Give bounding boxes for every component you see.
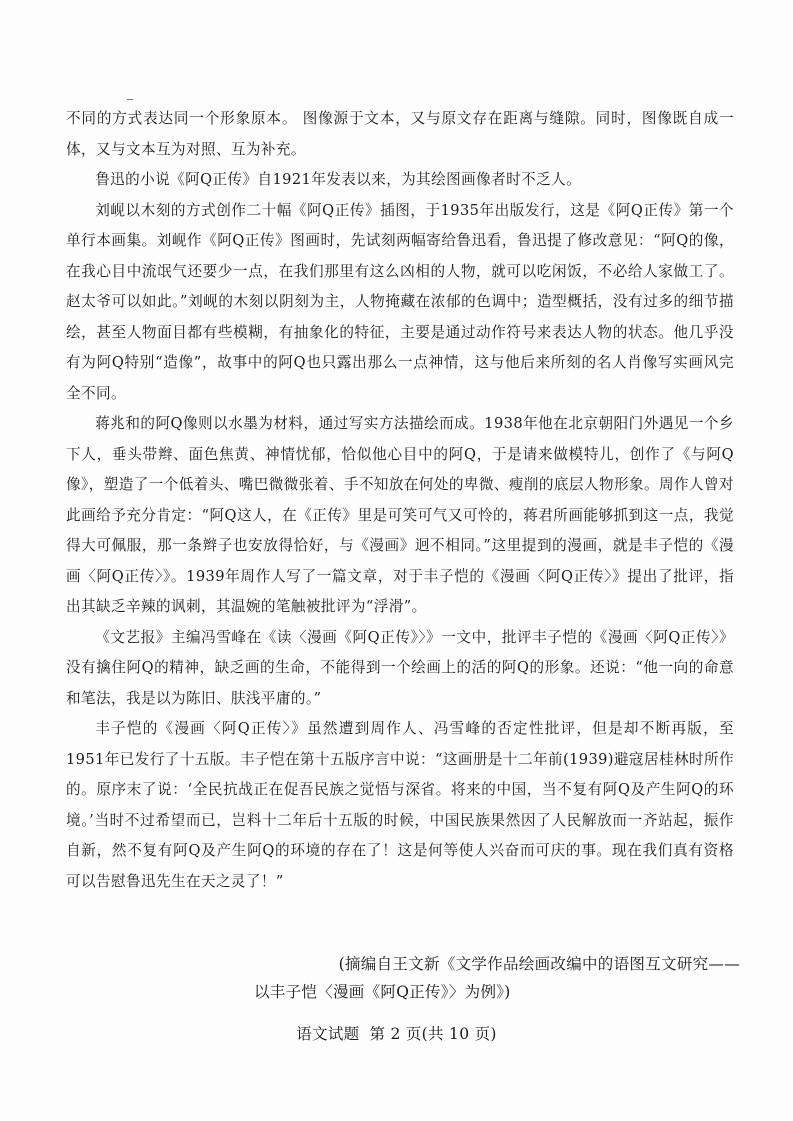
paragraph-feng-zikai: 丰子恺的《漫画〈阿Q正传〉》虽然遭到周作人、冯雪峰的否定性批评，但是却不断再版，至1951年已发行了十五版。丰子恺在第十五版序言中说：“这画册是十二年前(1939)避寇居桂林时所作的。原序末了说：‘全民抗战正在促吾民族之觉悟与深省。将来的中国，当不复有阿Q及产生阿Q的环境。’当时不过希望而已，岂料十二年后十五版的时候，中国民族果然因了人民解放而一齐站起，振作自新，然不复有阿Q及产生阿Q的环境的存在了！这是何等使人兴奋而可庆的事。现在我们真有资格可以告慰鲁迅先生在天之灵了！”	[66, 720, 734, 890]
paragraph-liu-xian: 刘岘以木刻的方式创作二十幅《阿Q正传》插图，于1935年出版发行，这是《阿Q正传》第一个单行本画集。刘岘作《阿Q正传》图画时，先试刻两幅寄给鲁迅看，鲁迅提了修改意见：“阿Q的像，在我心目中流氓气还要少一点，在我们那里有这么凶相的人物，就可以吃闲饭，不必给人家做工了。赵太爷可以如此。”刘岘的木刻以阴刻为主，人物掩藏在浓郁的色调中；造型概括，没有过多的细节描绘，甚至人物面目都有些模糊，有抽象化的特征，主要是通过动作符号来表达人物的状态。他几乎没有为阿Q特别“造像”，故事中的阿Q也只露出那么一点神情，这与他后来所刻的名人肖像写实画风完全不同。	[66, 201, 734, 402]
source-line-2: 以丰子恺〈漫画《阿Q正传》〉为例》)	[254, 983, 511, 1001]
source-line-1: (摘编自王文新《文学作品绘画改编中的语图互文研究——	[338, 955, 740, 973]
paragraph-jiang-zhaohe: 蒋兆和的阿Q像则以水墨为材料，通过写实方法描绘而成。1938年他在北京朝阳门外遇见一个乡下人，垂头带辫、面色焦黄、神情忧郁，恰似他心目中的阿Q，于是请来做模特儿，创作了《与阿Q像》，塑造了一个低着头、嘴巴微微张着、手不知放在何处的卑微、瘦削的底层人物形象。周作人曾对此画给予充分肯定：“阿Q这人，在《正传》里是可笑可气又可怜的，蒋君所画能够抓到这一点，我觉得大可佩服，那一条辫子也安放得恰好，与《漫画》迥不相同。”这里提到的漫画，就是丰子恺的《漫画〈阿Q正传〉》。1939年周作人写了一篇文章，对于丰子恺的《漫画〈阿Q正传〉》提出了批评，指出其缺乏辛辣的讽刺，其温婉的笔触被批评为“浮滑”。	[66, 415, 734, 615]
paragraph-continuation: 不同的方式表达同一个形象原本。 图像源于文本，又与原文存在距离与缝隙。同时，图像既自成一体，又与文本互为对照、互为补充。	[66, 110, 734, 158]
article-body	[66, 104, 734, 897]
paragraph-feng-xuefeng: 《文艺报》主编冯雪峰在《读〈漫画《阿Q正传》〉》一文中，批评丰子恺的《漫画〈阿Q正传〉》没有擒住阿Q的精神，缺乏画的生命，不能得到一个绘画上的活的阿Q的形象。还说：“他一向的命意和笔法，我是以为陈旧、肤浅平庸的。”	[66, 628, 734, 707]
page-footer	[0, 1022, 793, 1044]
footer-subject: 语文试题	[296, 1025, 360, 1043]
scan-artifact	[127, 99, 133, 100]
paragraph-intro: 鲁迅的小说《阿Q正传》自1921年发表以来，为其绘图画像者时不乏人。	[95, 171, 582, 188]
footer-page-number: 第 2 页(共 10 页)	[369, 1025, 497, 1043]
